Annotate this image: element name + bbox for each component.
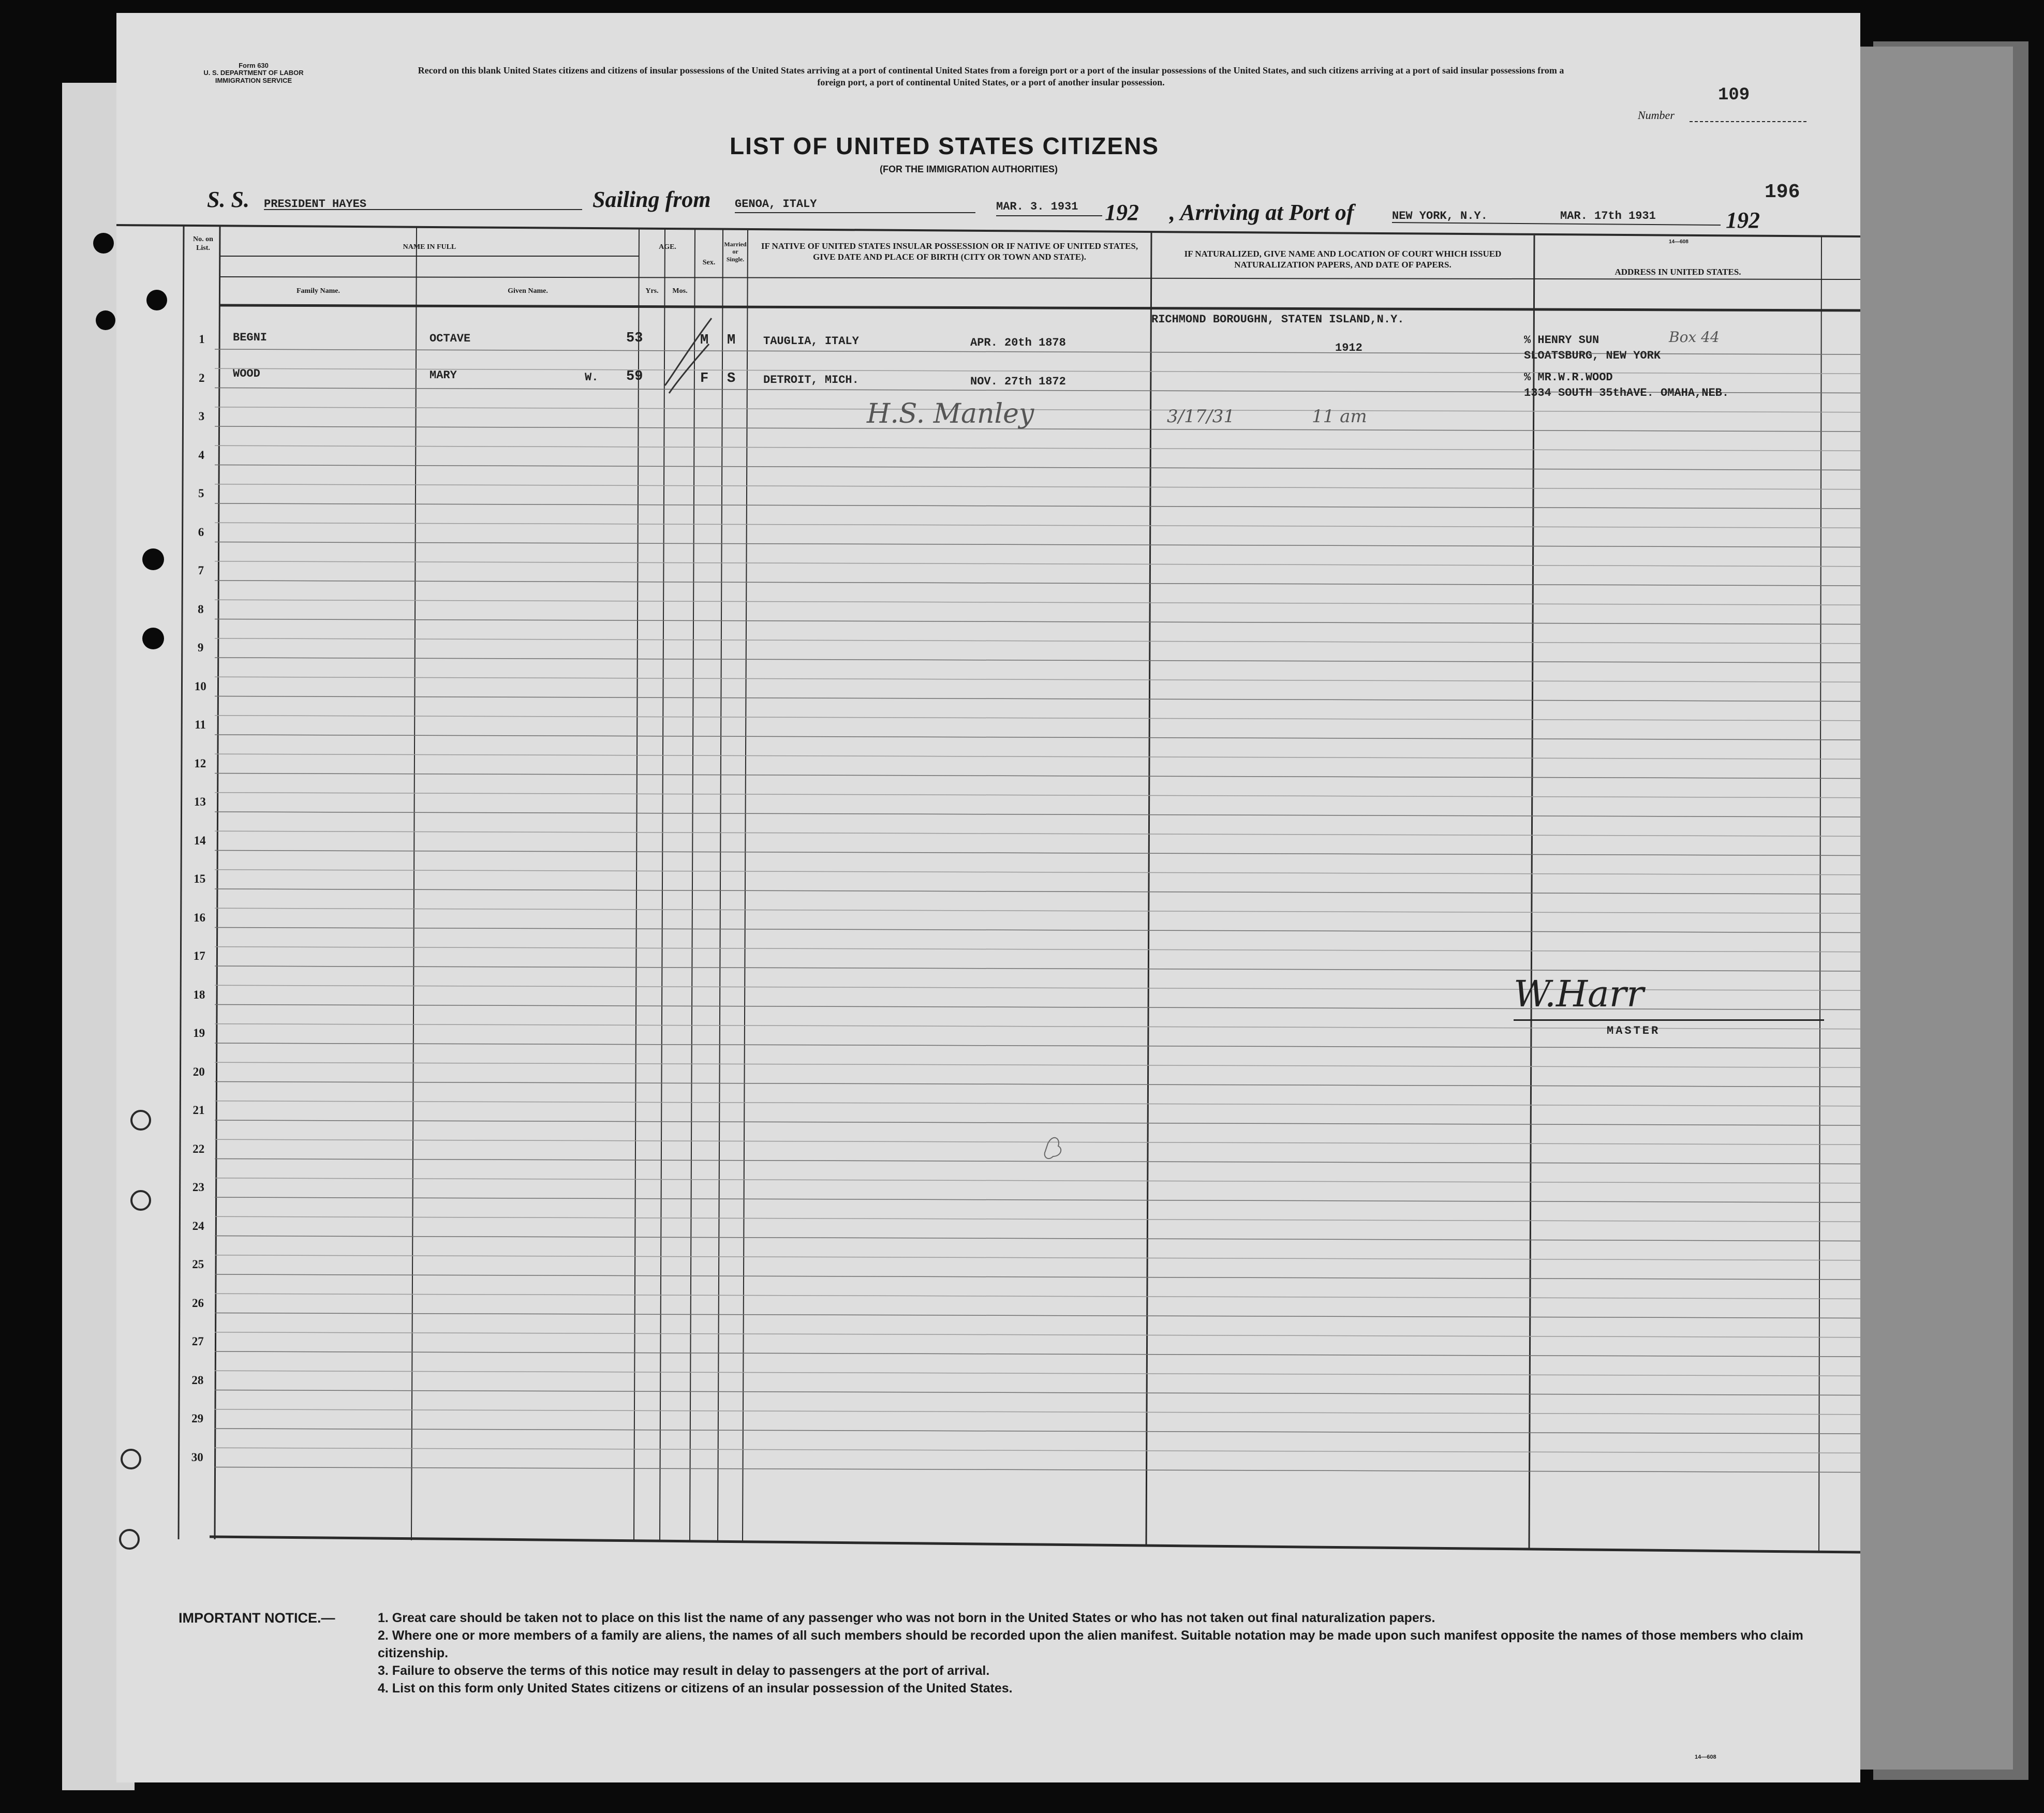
row2-address-line2: 1334 SOUTH 35thAVE. OMAHA,NEB.	[1524, 387, 1729, 399]
inspector-date: 3/17/31	[1167, 406, 1235, 427]
row-number: 9	[197, 641, 204, 654]
row-subrule	[215, 600, 1860, 605]
row2-given-initial: W.	[585, 371, 599, 384]
row-subrule	[215, 561, 1860, 567]
row-rule	[215, 619, 1860, 625]
row-subrule	[215, 638, 1860, 644]
row-subrule	[215, 1409, 1860, 1415]
punch-hole	[130, 1190, 151, 1211]
row1-naturalization-date: 1912	[1335, 341, 1362, 354]
punch-hole	[142, 548, 164, 570]
row-rule	[215, 774, 1860, 779]
row-number: 6	[198, 525, 204, 539]
row2-birth-date: NOV. 27th 1872	[970, 375, 1066, 388]
ss-label: S. S.	[207, 187, 249, 212]
notice-item: 2. Where one or more members of a family are aliens, the names of all such members should be recorded upon the alien manifest. Suitable notation may be made upon such manifest opposite the names of those members who claim citizenship.	[378, 1628, 1803, 1660]
row-subrule	[215, 677, 1860, 682]
row-rule	[215, 658, 1860, 663]
row-subrule	[215, 716, 1860, 721]
header-mos: Mos.	[672, 287, 688, 295]
manifest-form	[116, 13, 1860, 1782]
row-number: 4	[198, 448, 204, 462]
row-rule	[215, 426, 1860, 432]
notice-heading: IMPORTANT NOTICE.—	[179, 1610, 335, 1626]
row-rule	[215, 1236, 1860, 1241]
punch-hole	[96, 310, 115, 330]
row-subrule	[215, 1216, 1860, 1222]
row-number: 14	[194, 834, 206, 847]
row-rule	[215, 1159, 1860, 1164]
row-number: 26	[192, 1296, 204, 1310]
row-subrule	[215, 368, 1860, 374]
arriving-year-suffix: 192	[1726, 207, 1760, 233]
notice-item: 4. List on this form only United States citizens or citizens of an insular possession of the United States.	[378, 1681, 1013, 1696]
row-rule	[215, 542, 1860, 547]
row-subrule	[215, 793, 1860, 798]
row-rule	[215, 1197, 1860, 1202]
row-rule	[215, 696, 1860, 702]
sailing-date: MAR. 3. 1931	[996, 200, 1078, 213]
header-address: ADDRESS IN UNITED STATES.	[1615, 267, 1741, 277]
punch-hole	[119, 1529, 140, 1550]
notice-item: 1. Great care should be taken not to place on this list the name of any passenger who was not born in the United States or who has not taken out final naturalization papers.	[378, 1611, 1435, 1625]
row-rule	[215, 1313, 1860, 1318]
row-rule	[215, 1274, 1860, 1280]
row-rule	[215, 851, 1860, 856]
row-number: 27	[191, 1335, 204, 1348]
punch-hole	[93, 233, 114, 254]
row-subrule	[215, 754, 1860, 759]
stamp-number: 196	[1765, 181, 1800, 203]
sailing-from: GENOA, ITALY	[735, 198, 817, 211]
row-number: 16	[194, 911, 205, 924]
punch-hole	[121, 1449, 141, 1469]
row1-address-line1: % HENRY SUN	[1524, 334, 1599, 347]
row1-family-name: BEGNI	[233, 331, 268, 344]
master-signature: W.Harr	[1514, 973, 1644, 1015]
row-number: 24	[192, 1219, 204, 1232]
header-age: AGE.	[659, 243, 676, 251]
row-number: 19	[193, 1027, 205, 1039]
header-code: 14—608	[1669, 239, 1688, 245]
row-rule	[215, 889, 1860, 894]
header-given-name: Given Name.	[508, 287, 548, 295]
row-number: 5	[198, 487, 204, 500]
row-subrule	[215, 1448, 1860, 1453]
row-rule	[215, 1120, 1860, 1125]
row-subrule	[215, 1139, 1860, 1145]
header-married-single: Married or Single.	[724, 241, 747, 263]
arriving-port: NEW YORK, N.Y.	[1392, 210, 1488, 222]
sailing-label: Sailing from	[593, 187, 711, 212]
intro-text: Record on this blank United States citizens and citizens of insular possessions of the United States arriving at a port of continental United States from a foreign port or a port of the insular possessions of the United States, and such citizens arriving at a port of said insular possessions from a foreign port, a port of continental United States, or a port of another insular possession.	[418, 65, 1564, 87]
row-subrule	[215, 1101, 1860, 1106]
row-rule	[215, 1429, 1860, 1434]
row-subrule	[215, 870, 1860, 875]
row-subrule	[215, 947, 1860, 952]
row-number: 22	[192, 1142, 205, 1155]
punch-hole	[130, 1110, 151, 1131]
row-number: 17	[193, 949, 205, 962]
arriving-date: MAR. 17th 1931	[1560, 210, 1656, 222]
row2-address-line1: % MR.W.R.WOOD	[1524, 371, 1613, 384]
row1-address-note: Box 44	[1669, 329, 1720, 346]
row-number: 13	[194, 795, 206, 808]
sailing-year-suffix: 192	[1105, 200, 1139, 225]
header-sex: Sex.	[702, 259, 716, 266]
row1-age-yrs: 53	[626, 331, 643, 346]
row-subrule	[215, 908, 1860, 913]
header-yrs: Yrs.	[645, 287, 659, 295]
punch-hole	[146, 290, 167, 310]
row-rule	[215, 812, 1860, 817]
number-label: Number	[1638, 109, 1675, 122]
ship-name: PRESIDENT HAYES	[264, 198, 367, 211]
row-number: 30	[191, 1450, 203, 1464]
row-rule	[215, 503, 1860, 509]
row-rule	[215, 581, 1860, 586]
row-rule	[215, 928, 1860, 933]
row-subrule	[215, 1178, 1860, 1183]
row-number: 10	[194, 679, 206, 693]
row2-family-name: WOOD	[233, 367, 260, 380]
row1-birth-place: TAUGLIA, ITALY	[763, 335, 859, 348]
row2-marital-status: S	[727, 371, 736, 387]
row2-sex: F	[700, 371, 709, 387]
row-number: 12	[194, 756, 206, 770]
page-title: LIST OF UNITED STATES CITIZENS	[730, 132, 1160, 159]
row1-marital-status: M	[727, 333, 736, 348]
row-number: 15	[194, 872, 206, 885]
row-number: 25	[192, 1258, 204, 1271]
row-rule	[215, 1351, 1860, 1357]
row-subrule	[215, 1255, 1860, 1260]
number-value: 109	[1718, 85, 1750, 105]
inspection-time: 11 am	[1312, 406, 1367, 427]
header-family-name: Family Name.	[297, 287, 340, 295]
row-subrule	[215, 407, 1860, 412]
row-number: 8	[198, 602, 204, 616]
row1-address-line2: SLOATSBURG, NEW YORK	[1524, 349, 1661, 362]
service: IMMIGRATION SERVICE	[215, 76, 292, 84]
notice-list	[378, 1609, 1806, 1697]
page-subtitle: (FOR THE IMMIGRATION AUTHORITIES)	[880, 164, 1058, 174]
header-birth: IF NATIVE OF UNITED STATES INSULAR POSSESSION OR IF NATIVE OF UNITED STATES, GIVE DATE AND PLACE OF BIRTH (CITY OR TOWN AND STATE).	[761, 241, 1138, 262]
form-number: Form 630	[239, 62, 269, 69]
header-naturalized: IF NATURALIZED, GIVE NAME AND LOCATION OF COURT WHICH ISSUED NATURALIZATION PAPERS, AND DATE OF PAPERS.	[1184, 249, 1502, 270]
row1-birth-date: APR. 20th 1878	[970, 336, 1066, 349]
row-rule	[215, 1390, 1860, 1395]
row-rule	[215, 465, 1860, 470]
row-number: 20	[192, 1065, 205, 1078]
row-rule	[215, 966, 1860, 971]
row-subrule	[215, 831, 1860, 836]
row2-given-name: MARY	[429, 369, 457, 382]
row-number: 1	[199, 333, 205, 346]
row1-given-name: OCTAVE	[429, 332, 471, 345]
row1-naturalization-court: RICHMOND BOROUGHN, STATEN ISLAND,N.Y.	[1151, 313, 1404, 326]
row-subrule	[215, 523, 1860, 528]
row-rule	[215, 735, 1860, 740]
row-rule	[215, 1043, 1860, 1048]
row2-age-yrs: 59	[626, 369, 643, 384]
row-number: 2	[198, 371, 205, 384]
row-subrule	[215, 1062, 1860, 1067]
row-subrule	[215, 1294, 1860, 1299]
row-subrule	[215, 1371, 1860, 1376]
footer-code: 14—608	[1695, 1754, 1716, 1760]
row-rule	[215, 1467, 1860, 1473]
row-subrule	[215, 445, 1860, 451]
header-no-on-list: No. on List.	[193, 235, 213, 252]
row2-birth-place: DETROIT, MICH.	[763, 374, 859, 387]
row-number: 18	[193, 988, 205, 1001]
inspector-signature: H.S. Manley	[867, 398, 1034, 429]
master-signature-line	[1514, 1019, 1824, 1021]
ruled-grid	[116, 13, 1860, 1782]
notice-item: 3. Failure to observe the terms of this notice may result in delay to passengers at the port of arrival.	[378, 1663, 990, 1678]
row-subrule	[215, 1332, 1860, 1338]
row-number: 29	[191, 1412, 204, 1425]
arriving-label: , Arriving at Port of	[1169, 200, 1354, 225]
master-label: MASTER	[1607, 1024, 1661, 1037]
punch-hole	[142, 628, 164, 649]
row-number: 7	[198, 564, 204, 577]
department: U. S. DEPARTMENT OF LABOR	[203, 69, 304, 77]
header-name-in-full: NAME IN FULL	[403, 243, 456, 251]
row-rule	[215, 1082, 1860, 1087]
row-number: 11	[195, 718, 206, 731]
row1-sex: M	[700, 333, 709, 348]
row-number: 21	[192, 1104, 205, 1117]
row-number: 28	[191, 1373, 204, 1387]
row-number: 23	[192, 1181, 204, 1194]
row-number: 3	[198, 410, 205, 423]
row-subrule	[215, 484, 1860, 489]
